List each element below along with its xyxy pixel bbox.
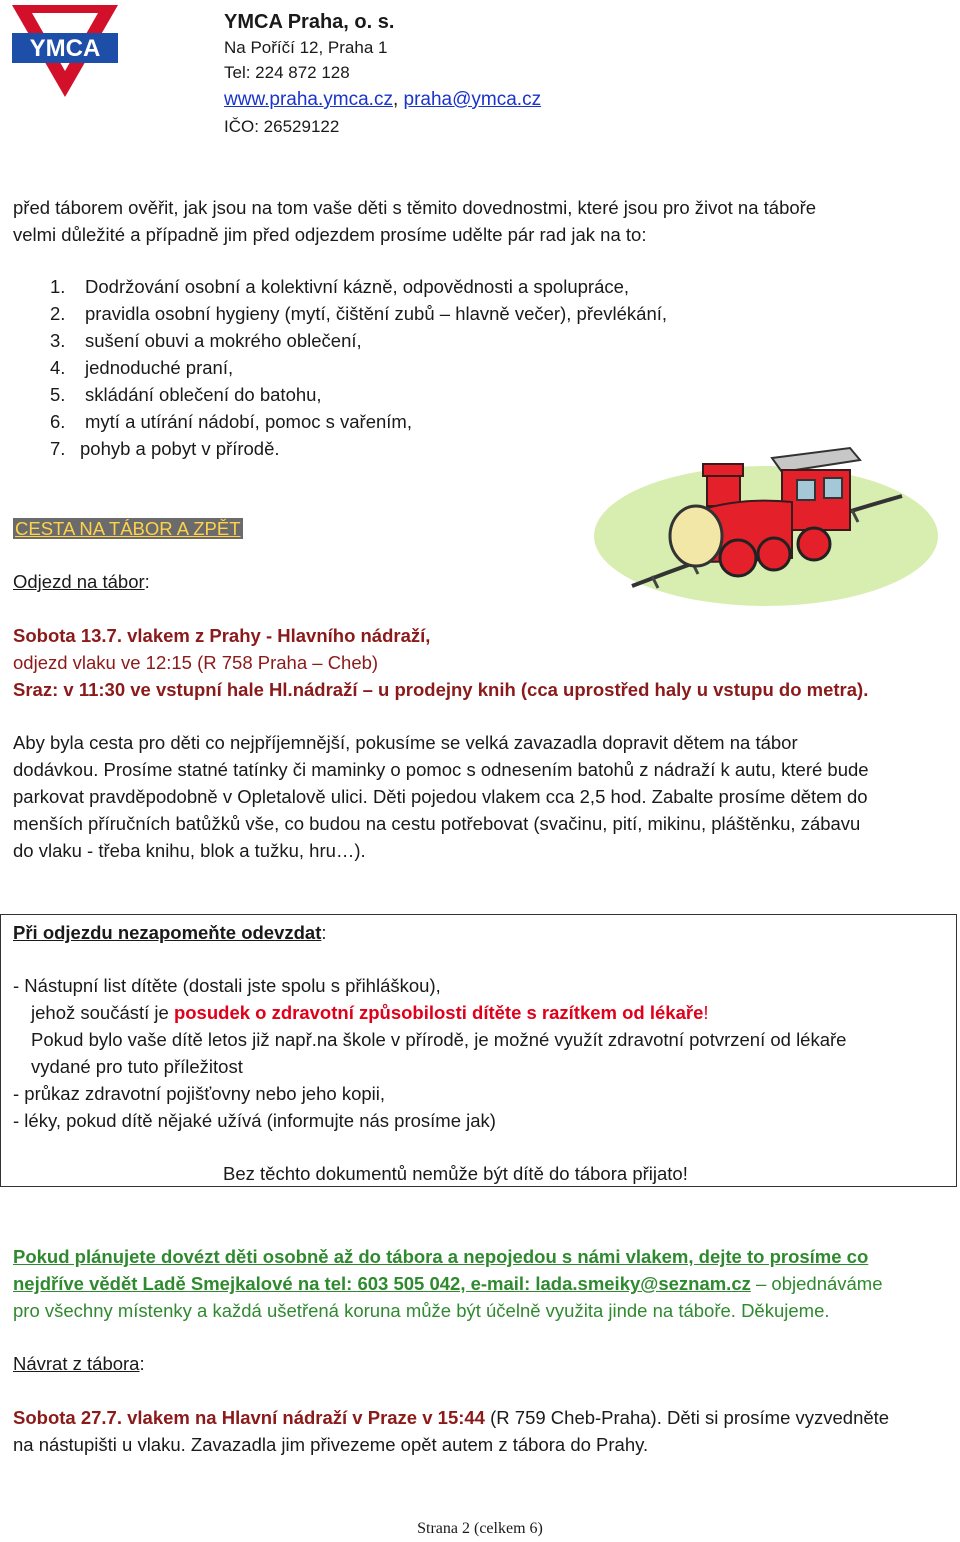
org-name: YMCA Praha, o. s.: [224, 11, 395, 33]
section-title: CESTA NA TÁBOR A ZPĚT: [15, 518, 241, 539]
svg-text:YMCA: YMCA: [29, 35, 101, 62]
travel-line: parkovat pravděpodobně v Opletalově ulici. Děti pojedou vlakem cca 2,5 hod. Zabalte prosíme dětem do: [13, 786, 868, 807]
org-ico: IČO: 26529122: [224, 117, 340, 136]
page-footer: Strana 2 (celkem 6): [417, 1520, 543, 1537]
intro-line-1: před táborem ověřit, jak jsou na tom vaše děti s těmito dovednostmi, které jsou pro život na táboře: [13, 197, 817, 218]
departure-heading: Odjezd na tábor:: [13, 571, 150, 592]
list-item: 6. mytí a utírání nádobí, pomoc s vařením,: [50, 411, 412, 432]
org-phone: Tel: 224 872 128: [224, 63, 350, 82]
documents-item: jehož součástí je posudek o zdravotní způsobilosti dítěte s razítkem od lékaře!: [31, 1002, 709, 1023]
contact-separator: ,: [392, 89, 399, 110]
list-item: 7. pohyb a pobyt v přírodě.: [50, 438, 280, 459]
parents-line-1: Pokud plánujete dovézt děti osobně až do tábora a nepojedou s námi vlakem, dejte to prosíme co: [13, 1246, 869, 1267]
documents-item: - léky, pokud dítě nějaké užívá (informujte nás prosíme jak): [13, 1110, 496, 1131]
travel-line: Aby byla cesta pro děti co nejpříjemnější, pokusíme se velká zavazadla dopravit dětem na tábor: [13, 732, 798, 753]
train-illustration: [592, 436, 940, 610]
parents-line-3: pro všechny místenky a každá ušetřená koruna může být účelně využita jinde na táboře. Děkujeme.: [13, 1300, 830, 1321]
intro-line-2: velmi důležité a případně jim před odjezdem prosíme udělte pár rad jak na to:: [13, 224, 647, 245]
org-address: Na Poříčí 12, Praha 1: [224, 38, 388, 57]
departure-meeting: Sraz: v 11:30 ve vstupní hale Hl.nádraží – u prodejny knih (cca uprostřed haly u vstupu do metra).: [13, 679, 869, 700]
list-item: 2. pravidla osobní hygieny (mytí, čištění zubů – hlavně večer), převlékání,: [50, 303, 668, 324]
email-link[interactable]: praha@ymca.cz: [403, 89, 542, 110]
list-item: 3. sušení obuvi a mokrého oblečení,: [50, 330, 362, 351]
travel-line: menších příručních batůžků vše, co budou na cestu potřebovat (svačinu, pití, mikinu, pláštěnku, zábavu: [13, 813, 861, 834]
departure-date: Sobota 13.7. vlakem z Prahy - Hlavního nádraží,: [13, 625, 431, 646]
documents-item: Pokud bylo vaše dítě letos již např.na škole v přírodě, je možné využít zdravotní potvrzení od lékaře: [31, 1029, 847, 1050]
documents-item: - průkaz zdravotní pojišťovny nebo jeho kopii,: [13, 1083, 386, 1104]
documents-footer: Bez těchto dokumentů nemůže být dítě do tábora přijato!: [223, 1163, 688, 1184]
return-heading: Návrat z tábora:: [13, 1353, 145, 1374]
travel-line: dodávkou. Prosíme statné tatínky či maminky o pomoc s odnesením batohů z nádraží k autu, které bude: [13, 759, 869, 780]
documents-item: vydané pro tuto příležitost: [31, 1056, 243, 1077]
documents-item: - Nástupní list dítěte (dostali jste spolu s přihláškou),: [13, 975, 441, 996]
org-contacts: [224, 87, 541, 113]
ymca-logo: [12, 5, 118, 97]
list-item: 1. Dodržování osobní a kolektivní kázně, odpovědnosti a spolupráce,: [50, 276, 630, 297]
return-line-1: Sobota 27.7. vlakem na Hlavní nádraží v Praze v 15:44 (R 759 Cheb-Praha). Děti si prosíme vyzvedněte: [13, 1407, 890, 1428]
list-item: 4. jednoduché praní,: [50, 357, 234, 378]
return-line-2: na nástupišti u vlaku. Zavazadla jim přivezeme opět autem z tábora do Prahy.: [13, 1434, 649, 1455]
list-item: 5. skládání oblečení do batohu,: [50, 384, 322, 405]
departure-train: odjezd vlaku ve 12:15 (R 758 Praha – Cheb): [13, 652, 379, 673]
documents-heading: Při odjezdu nezapomeňte odevzdat:: [13, 922, 327, 943]
web-link[interactable]: www.praha.ymca.cz: [224, 89, 393, 110]
parents-line-2: nejdříve vědět Ladě Smejkalové na tel: 603 505 042, e-mail: lada.smeiky@seznam.cz – objednáváme: [13, 1273, 883, 1294]
travel-line: do vlaku - třeba knihu, blok a tužku, hru…).: [13, 840, 366, 861]
